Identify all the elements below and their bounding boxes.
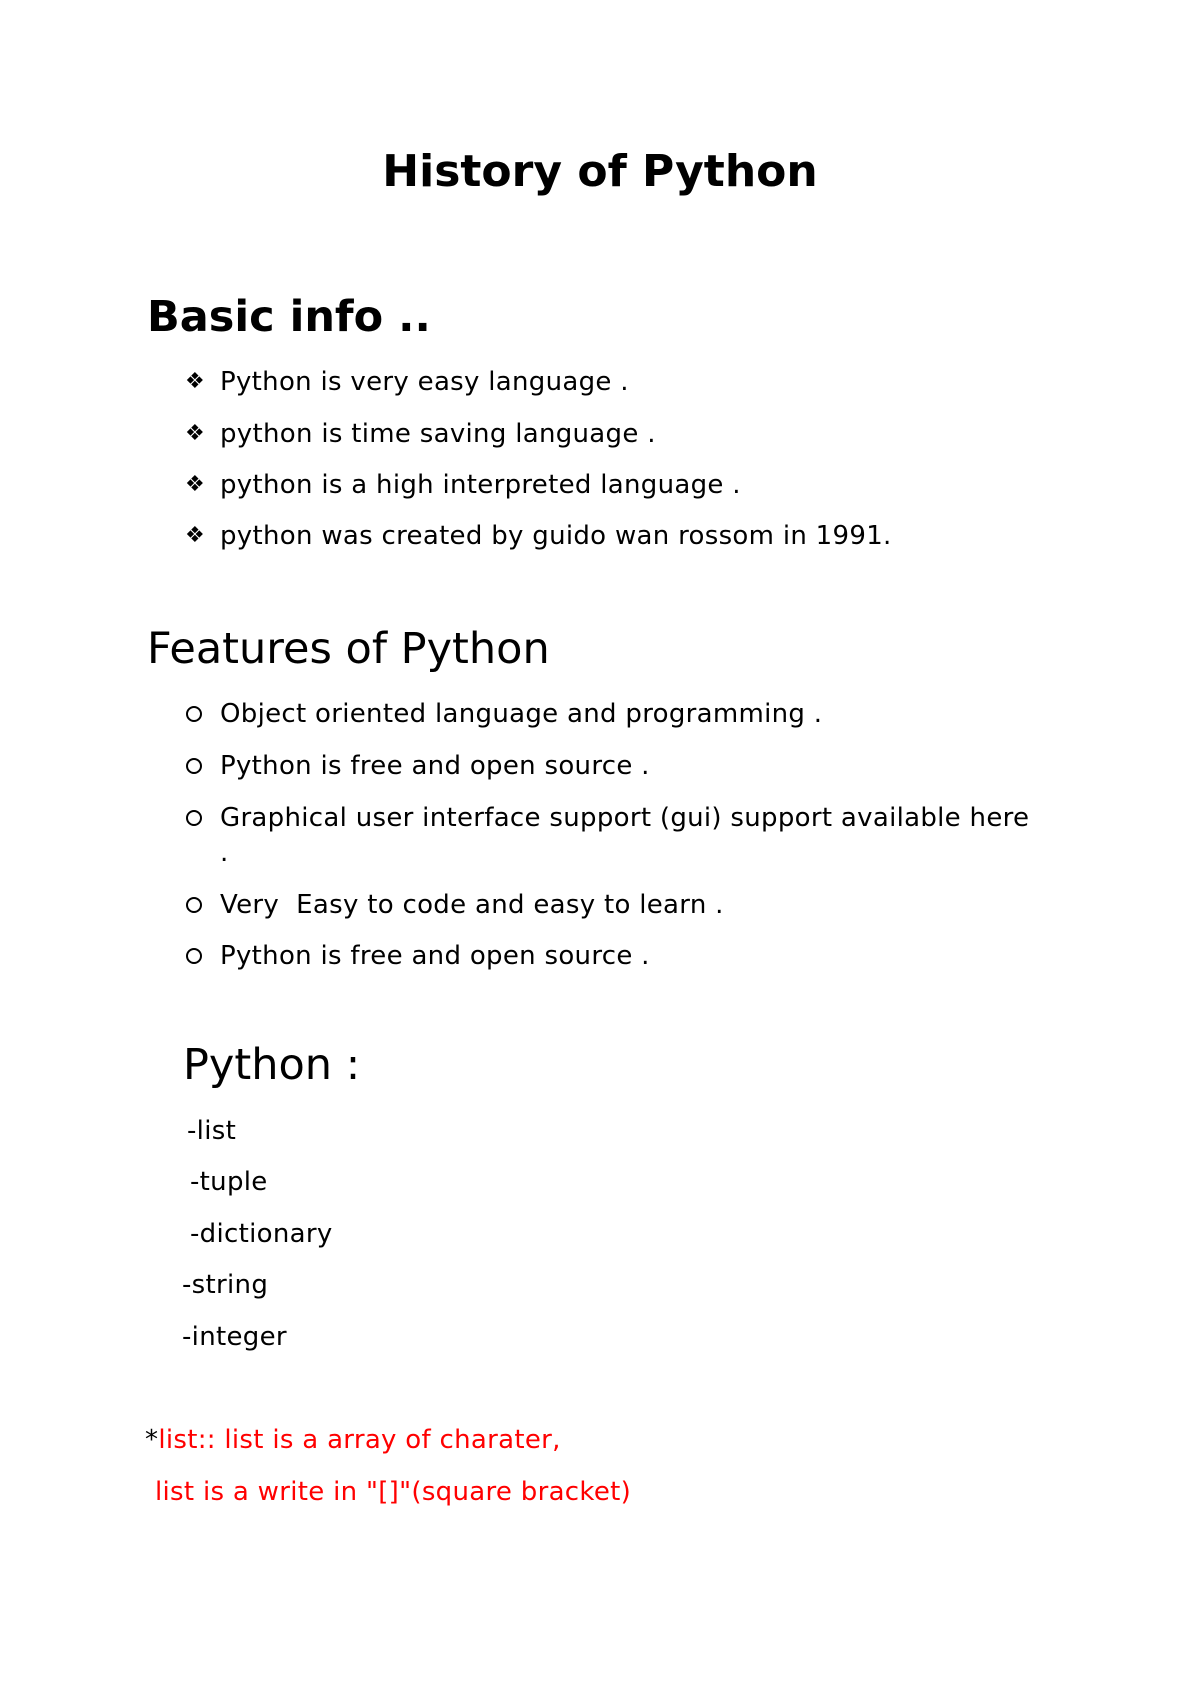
features-item <box>0 939 1200 973</box>
diamond-bullet-icon: ❖ <box>185 472 205 497</box>
features-item <box>0 801 1200 871</box>
circle-bullet-icon <box>186 810 202 826</box>
features-item <box>0 697 1200 731</box>
basic-info-item <box>0 417 1200 451</box>
basic-info-item <box>0 519 1200 553</box>
circle-bullet-icon <box>186 948 202 964</box>
python-type-item: -dictionary <box>190 1219 333 1249</box>
features-item-text: Object oriented language and programming . <box>220 699 823 729</box>
python-type-item: -string <box>182 1270 269 1300</box>
basic-info-item <box>0 365 1200 399</box>
note-star: * <box>145 1425 159 1455</box>
basic-info-item-text: python was created by guido wan rossom in 1991. <box>220 521 892 551</box>
features-item <box>0 888 1200 922</box>
basic-info-heading: Basic info .. <box>147 292 431 342</box>
diamond-bullet-icon: ❖ <box>185 523 205 548</box>
features-heading: Features of Python <box>147 624 550 674</box>
note-line-1 <box>145 1423 561 1457</box>
circle-bullet-icon <box>186 758 202 774</box>
features-item-text: Python is free and open source . <box>220 751 650 781</box>
circle-bullet-icon <box>186 706 202 722</box>
python-type-item: -integer <box>182 1322 287 1352</box>
diamond-bullet-icon: ❖ <box>185 421 205 446</box>
circle-bullet-icon <box>186 897 202 913</box>
basic-info-item <box>0 468 1200 502</box>
note-line-2: list is a write in "[]"(square bracket) <box>155 1477 632 1507</box>
basic-info-item-text: python is a high interpreted language . <box>220 470 741 500</box>
python-type-item: -list <box>187 1116 237 1146</box>
python-types-heading: Python : <box>183 1040 361 1090</box>
diamond-bullet-icon: ❖ <box>185 369 205 394</box>
features-item-text: Python is free and open source . <box>220 941 650 971</box>
basic-info-item-text: python is time saving language . <box>220 419 656 449</box>
features-item-text: Very Easy to code and easy to learn . <box>220 890 724 920</box>
features-item <box>0 749 1200 783</box>
features-item-text: Graphical user interface support (gui) support available here . <box>220 803 1030 868</box>
note-line-1-text: list:: list is a array of charater, <box>158 1425 561 1455</box>
page-title: History of Python <box>382 146 818 197</box>
python-type-item: -tuple <box>190 1167 268 1197</box>
basic-info-item-text: Python is very easy language . <box>220 367 629 397</box>
